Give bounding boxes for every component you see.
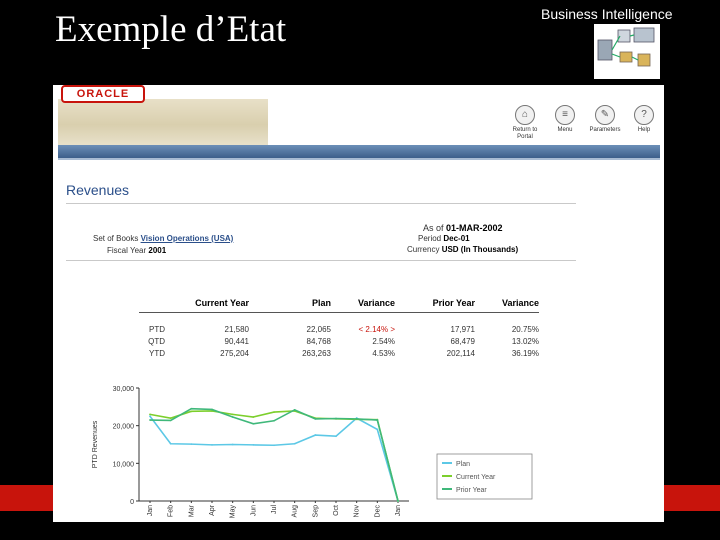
- col-header-prior-variance: Variance: [501, 298, 539, 308]
- data-point: [232, 413, 234, 415]
- x-tick-label: Aug: [291, 505, 299, 518]
- y-tick-label: 20,000: [112, 423, 134, 431]
- data-point: [335, 435, 337, 437]
- period: Period Dec-01: [418, 234, 470, 243]
- set-of-books: Set of Books Vision Operations (USA): [93, 234, 234, 243]
- as-of-date: As of 01-MAR-2002: [423, 223, 503, 233]
- data-point: [376, 419, 378, 421]
- nav-label: Help: [637, 127, 651, 133]
- x-tick-label: Nov: [353, 505, 361, 518]
- data-point: [294, 409, 296, 411]
- data-point: [397, 500, 399, 502]
- data-point: [314, 418, 316, 420]
- oracle-logo: ORACLE: [61, 85, 145, 103]
- data-point: [252, 423, 254, 425]
- cell-plan: 22,065: [306, 325, 331, 334]
- data-point: [232, 416, 234, 418]
- x-tick-label: Dec: [374, 505, 382, 518]
- y-tick-label: 10,000: [112, 461, 134, 469]
- data-point: [211, 444, 213, 446]
- cell-prior-year: 202,114: [446, 349, 475, 358]
- col-header-prior-year: Prior Year: [432, 298, 475, 308]
- data-point: [190, 408, 192, 410]
- data-point: [273, 411, 275, 413]
- data-point: [149, 415, 151, 417]
- col-header-plan: Plan: [311, 298, 331, 308]
- nav-label: Menu: [557, 127, 573, 133]
- cell-current-year: 275,204: [220, 349, 249, 358]
- data-point: [273, 444, 275, 446]
- slide-title: Exemple d’Etat: [55, 9, 287, 50]
- data-point: [314, 434, 316, 436]
- cell-current-year: 21,580: [224, 325, 249, 334]
- x-tick-label: Mar: [188, 505, 196, 518]
- business-intelligence-label: Business Intelligence: [541, 6, 673, 22]
- data-point: [376, 429, 378, 431]
- menu-icon: ≡: [555, 105, 575, 125]
- legend-label: Plan: [456, 461, 471, 468]
- series-line-1: [150, 411, 398, 501]
- data-point: [294, 443, 296, 445]
- data-point: [335, 418, 337, 420]
- parameters-icon: ✎: [595, 105, 615, 125]
- x-tick-label: Jun: [250, 505, 258, 517]
- data-point: [190, 410, 192, 412]
- cell-variance: 4.53%: [372, 349, 395, 358]
- x-tick-label: Jan: [395, 505, 402, 517]
- x-tick-label: Sep: [312, 505, 320, 518]
- series-line-2: [150, 409, 398, 501]
- set-of-books-link[interactable]: Vision Operations (USA): [140, 234, 234, 243]
- x-tick-label: May: [229, 505, 237, 519]
- x-tick-label: Feb: [167, 505, 175, 518]
- y-tick-label: 0: [130, 499, 134, 506]
- data-point: [232, 444, 234, 446]
- ptd-revenue-chart: [53, 85, 664, 522]
- fiscal-year: Fiscal Year 2001: [107, 246, 167, 255]
- legend-label: Prior Year: [456, 487, 487, 494]
- cell-variance: 2.54%: [372, 337, 395, 346]
- data-point: [149, 413, 151, 415]
- data-point: [170, 443, 172, 445]
- data-point: [273, 420, 275, 422]
- data-point: [252, 444, 254, 446]
- nav-label: Parameters: [589, 127, 621, 133]
- row-label: YTD: [149, 349, 165, 358]
- x-tick-label: Oct: [333, 505, 340, 516]
- data-point: [170, 419, 172, 421]
- report-screenshot: [53, 85, 664, 522]
- x-tick-label: Jan: [147, 505, 154, 517]
- cell-prior-year: 17,971: [450, 325, 475, 334]
- cell-prior-variance: 20.75%: [511, 325, 539, 334]
- cell-plan: 84,768: [306, 337, 331, 346]
- cell-current-year: 90,441: [224, 337, 249, 346]
- cell-prior-variance: 36.19%: [511, 349, 539, 358]
- help-icon: ?: [634, 105, 654, 125]
- data-point: [252, 416, 254, 418]
- col-header-variance: Variance: [357, 298, 395, 308]
- x-tick-label: Apr: [209, 505, 216, 516]
- portal-icon: ⌂: [515, 105, 535, 125]
- x-tick-label: Jul: [271, 505, 278, 514]
- data-point: [149, 419, 151, 421]
- cell-prior-year: 68,479: [450, 337, 475, 346]
- cell-variance: < 2.14% >: [358, 325, 395, 334]
- row-label: QTD: [148, 337, 165, 346]
- y-axis-label: PTD Revenues: [92, 420, 99, 469]
- legend-label: Current Year: [456, 474, 496, 481]
- bi-diagram-thumbnail: [594, 24, 660, 79]
- page-title: Revenues: [66, 182, 130, 198]
- data-point: [356, 418, 358, 420]
- data-point: [190, 443, 192, 445]
- data-point: [170, 417, 172, 419]
- series-line-0: [150, 416, 398, 501]
- data-point: [211, 409, 213, 411]
- row-label: PTD: [149, 325, 165, 334]
- cell-plan: 263,263: [302, 349, 331, 358]
- cell-prior-variance: 13.02%: [511, 337, 539, 346]
- nav-label: Return to Portal: [512, 127, 538, 140]
- y-tick-label: 30,000: [112, 386, 134, 393]
- currency: Currency USD (In Thousands): [407, 245, 519, 254]
- col-header-current-year: Current Year: [195, 298, 249, 308]
